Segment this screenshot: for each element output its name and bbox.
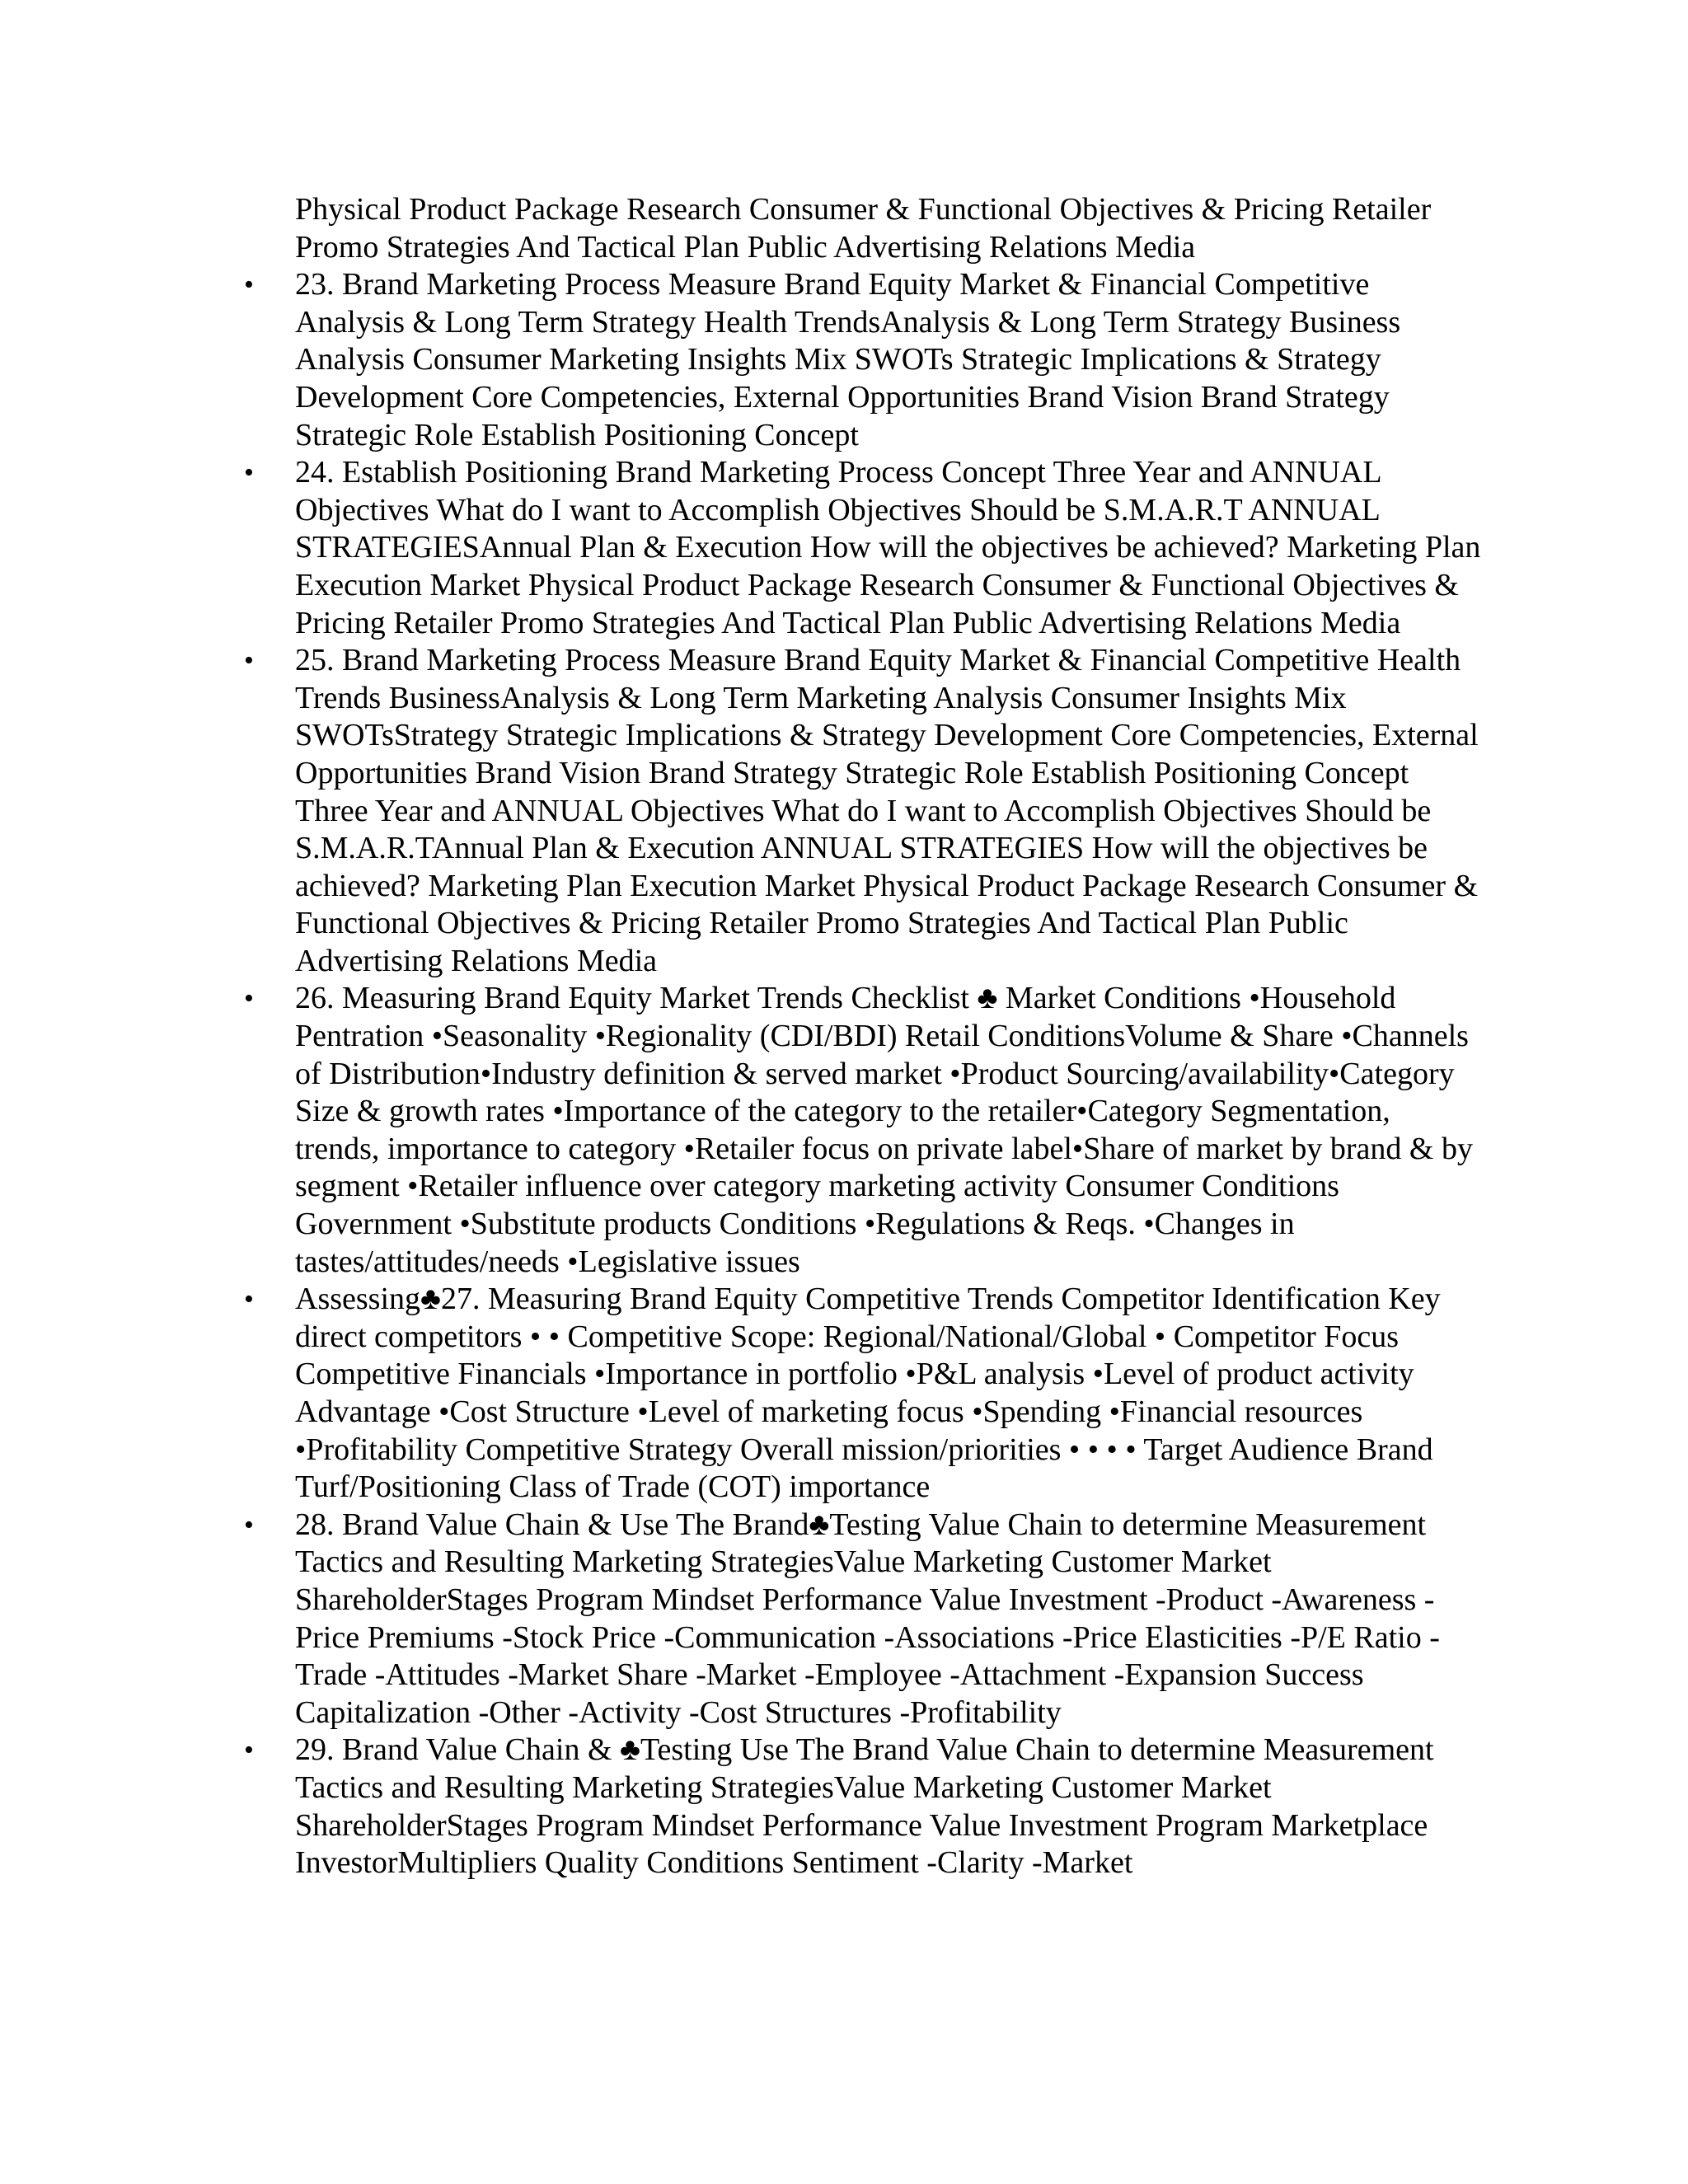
list-item-29 xyxy=(244,1732,1482,1882)
list-item-23 xyxy=(244,266,1482,454)
list-item-text: 23. Brand Marketing Process Measure Brand Equity Market & Financial Competitive Analysis & Long Term Strategy Health TrendsAnalysis & Long Term Strategy Business Analysis Consumer Marketing Insights Mix SWOTs Strategic Implications & Strategy Development Core Competencies, External Opportunities Brand Vision Brand Strategy Strategic Role Establish Positioning Concept xyxy=(295,267,1401,452)
list-item-28 xyxy=(244,1507,1482,1732)
list-item-27 xyxy=(244,1281,1482,1507)
bullet-marker: • xyxy=(244,1509,254,1540)
document-body xyxy=(244,191,1482,1882)
list-item-24 xyxy=(244,454,1482,642)
list-item-25 xyxy=(244,642,1482,980)
bullet-marker: • xyxy=(244,269,254,301)
list-item-text: 29. Brand Value Chain & ♣Testing Use The Brand Value Chain to determine Measurement Tactics and Resulting Marketing StrategiesValue Marketing Customer Market ShareholderStages Program Mindset Performance Value Investment Program Marketplace InvestorMultipliers Quality Conditions Sentiment -Clarity -Market xyxy=(295,1732,1434,1881)
bullet-marker: • xyxy=(244,983,254,1015)
list-item-26 xyxy=(244,980,1482,1281)
list-item-text: 24. Establish Positioning Brand Marketing Process Concept Three Year and ANNUAL Objectives What do I want to Accomplish Objectives Should be S.M.A.R.T ANNUAL STRATEGIESAnnual Plan & Execution How will the objectives be achieved? Marketing Plan Execution Market Physical Product Package Research Consumer & Functional Objectives & Pricing Retailer Promo Strategies And Tactical Plan Public Advertising Relations Media xyxy=(295,455,1481,640)
bullet-marker: • xyxy=(244,645,254,677)
lead-paragraph: Physical Product Package Research Consumer & Functional Objectives & Pricing Retailer Promo Strategies And Tactical Plan Public Advertising Relations Media xyxy=(295,192,1432,265)
list-item-text: 26. Measuring Brand Equity Market Trends Checklist ♣ Market Conditions •Household Pentration •Seasonality •Regionality (CDI/BDI) Retail ConditionsVolume & Share •Channels of Distribution•Industry definition & served market •Product Sourcing/availability•Category Size & growth rates •Importance of the category to the retailer•Category Segmentation, trends, importance to category •Retailer focus on private label•Share of market by brand & by segment •Retailer influence over category marketing activity Consumer Conditions Government •Substitute products Conditions •Regulations & Reqs. •Changes in tastes/attitudes/needs •Legislative issues xyxy=(295,981,1473,1279)
list-item-text: 28. Brand Value Chain & Use The Brand♣Testing Value Chain to determine Measurement Tactics and Resulting Marketing StrategiesValue Marketing Customer Market ShareholderStages Program Mindset Performance Value Investment -Product -Awareness -Price Premiums -Stock Price -Communication -Associations -Price Elasticities -P/E Ratio -Trade -Attitudes -Market Share -Market -Employee -Attachment -Expansion Success Capitalization -Other -Activity -Cost Structures -Profitability xyxy=(295,1507,1440,1730)
list-item-text: 25. Brand Marketing Process Measure Brand Equity Market & Financial Competitive Health Trends BusinessAnalysis & Long Term Marketing Analysis Consumer Insights Mix SWOTsStrategy Strategic Implications & Strategy Development Core Competencies, External Opportunities Brand Vision Brand Strategy Strategic Role Establish Positioning Concept Three Year and ANNUAL Objectives What do I want to Accomplish Objectives Should be S.M.A.R.TAnnual Plan & Execution ANNUAL STRATEGIES How will the objectives be achieved? Marketing Plan Execution Market Physical Product Package Research Consumer & Functional Objectives & Pricing Retailer Promo Strategies And Tactical Plan Public Advertising Relations Media xyxy=(295,643,1479,978)
bullet-marker: • xyxy=(244,1284,254,1315)
bullet-list xyxy=(244,266,1482,1882)
bullet-marker: • xyxy=(244,457,254,489)
bullet-marker: • xyxy=(244,1735,254,1766)
list-item-text: Assessing♣27. Measuring Brand Equity Competitive Trends Competitor Identification Key direct competitors • • Competitive Scope: Regional/National/Global • Competitor Focus Competitive Financials •Importance in portfolio •P&L analysis •Level of product activity Advantage •Cost Structure •Level of marketing focus •Spending •Financial resources •Profitability Competitive Strategy Overall mission/priorities • • • • Target Audience Brand Turf/Positioning Class of Trade (COT) importance xyxy=(295,1282,1441,1505)
